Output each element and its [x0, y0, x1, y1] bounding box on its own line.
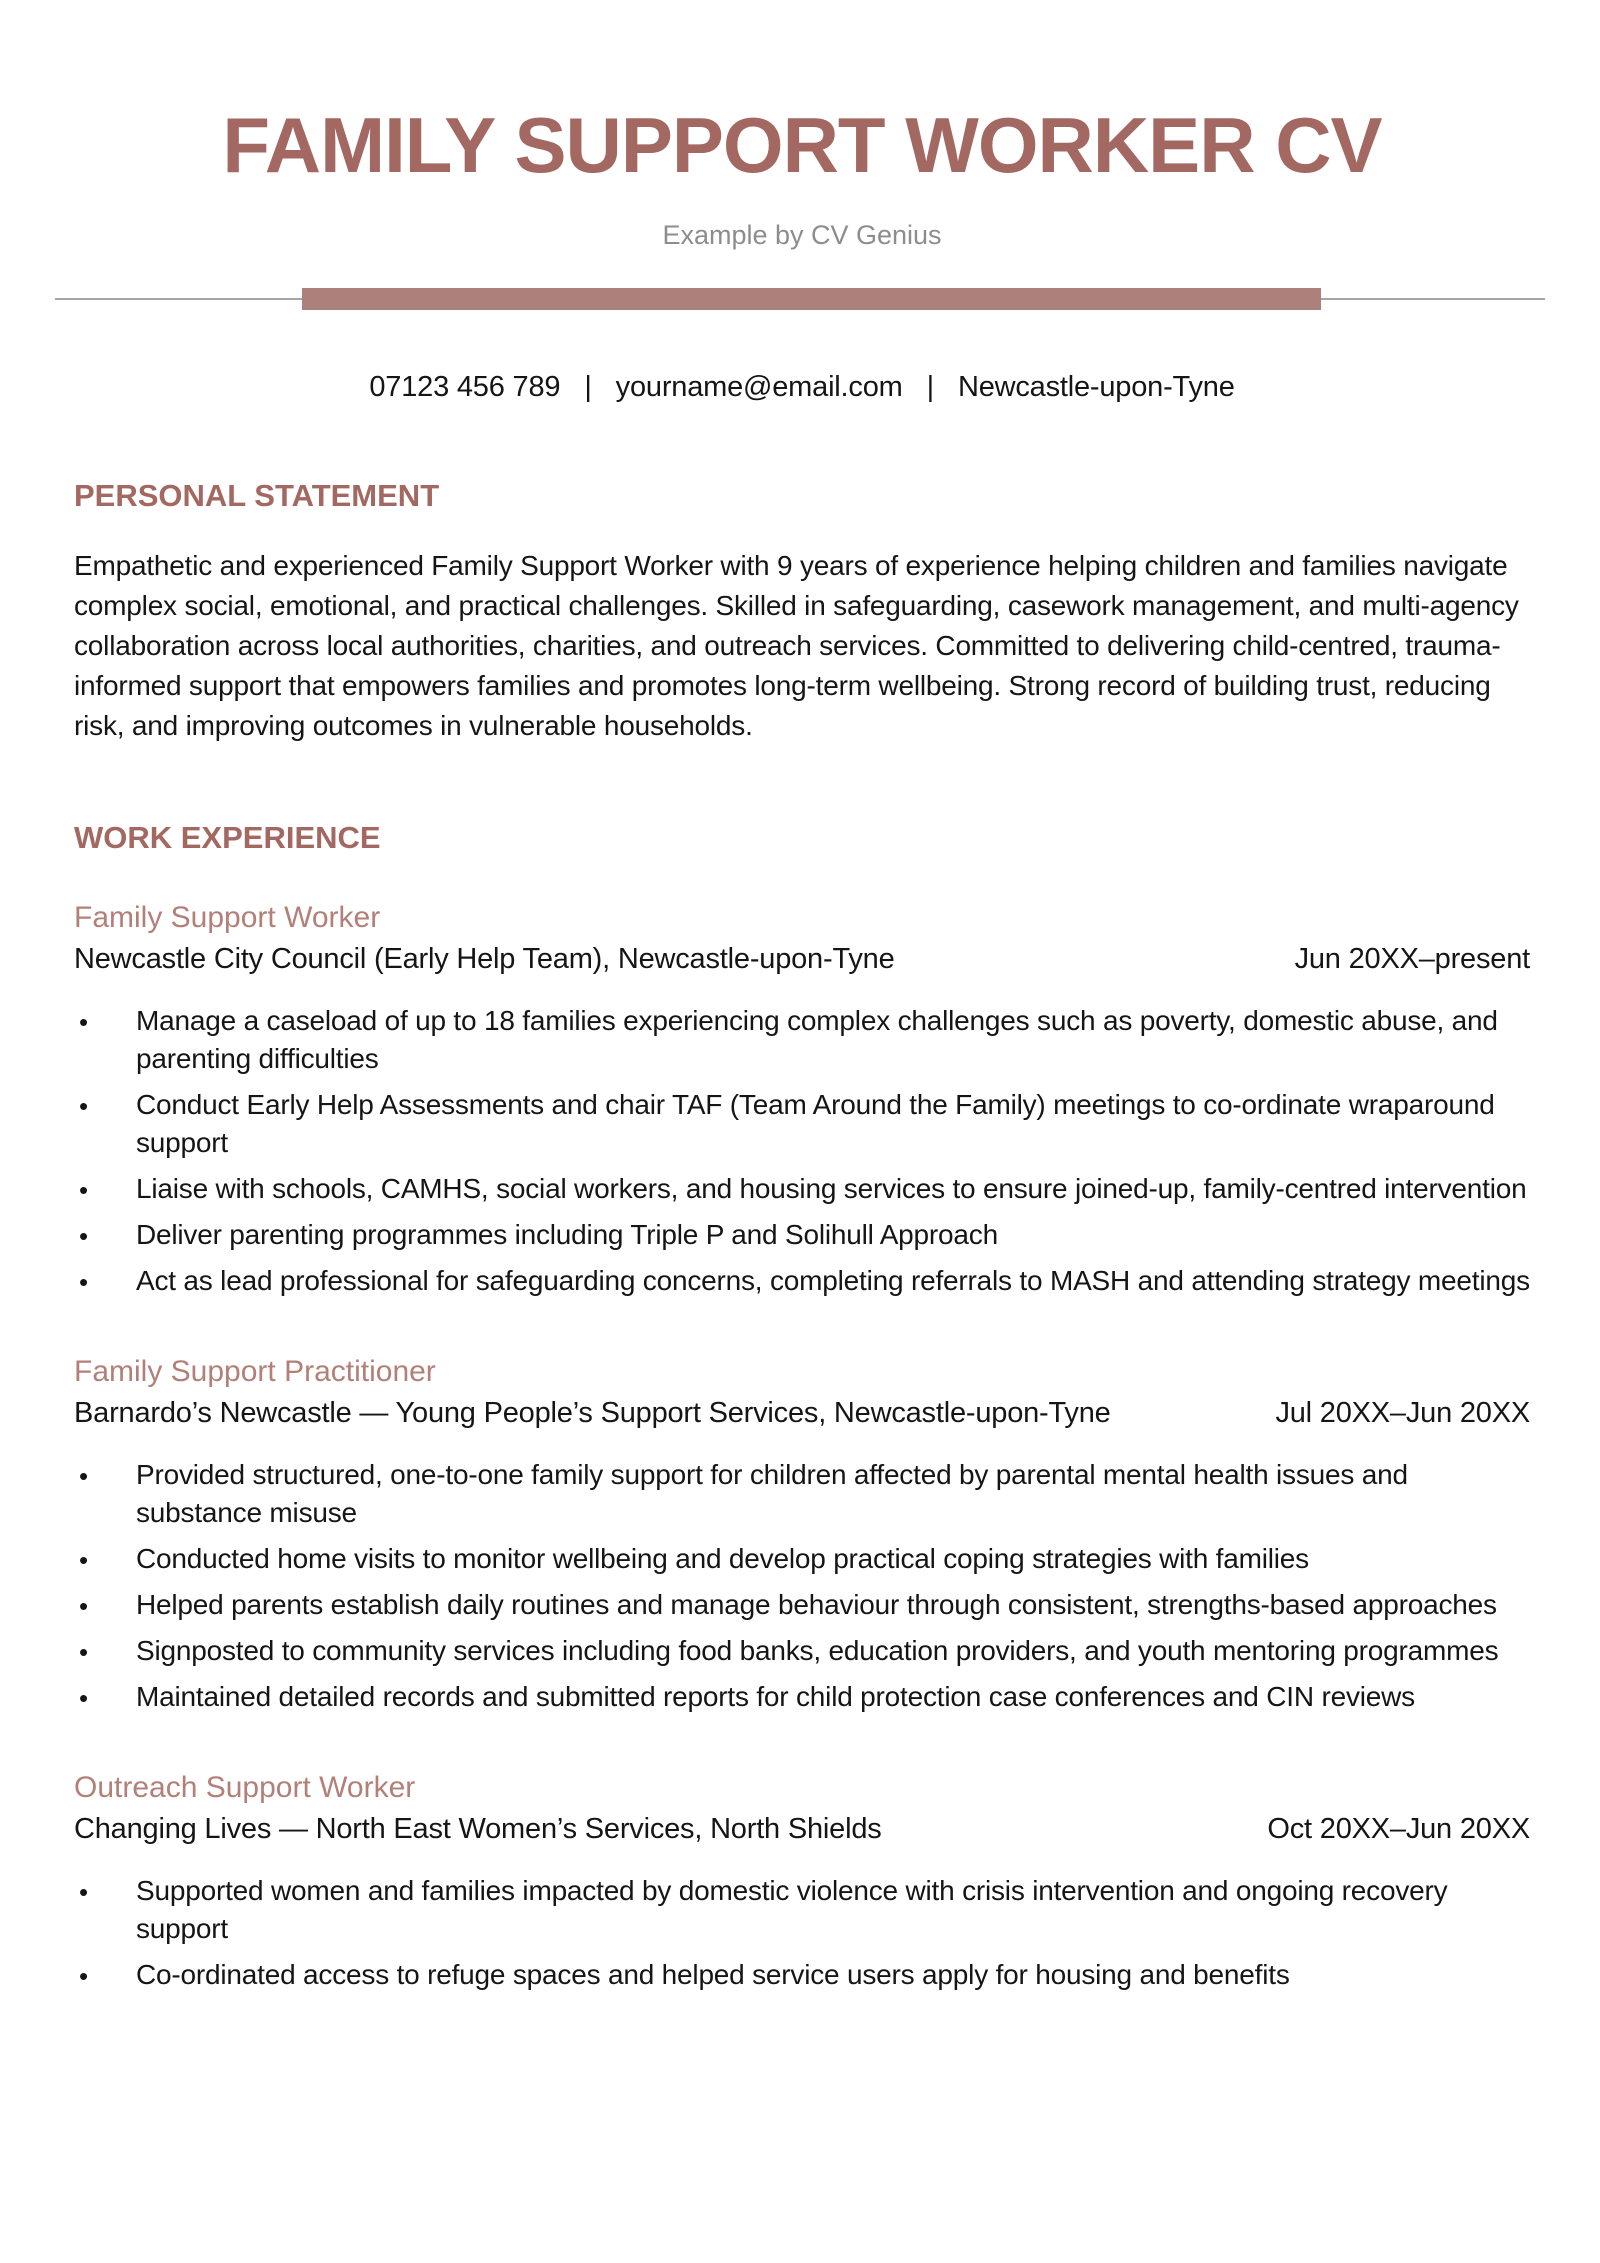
bullet-item: • Deliver parenting programmes including Triple P and Solihull Approach	[74, 1216, 1530, 1254]
section-heading-personal-statement: PERSONAL STATEMENT	[74, 478, 440, 513]
job-company: Newcastle City Council (Early Help Team), Newcastle-upon-Tyne	[74, 943, 895, 975]
section-heading-work-experience: WORK EXPERIENCE	[74, 820, 381, 855]
job-meta-row	[74, 1396, 1530, 1430]
resume-title: FAMILY SUPPORT WORKER CV	[222, 101, 1382, 189]
job-company: Barnardo’s Newcastle — Young People’s Support Services, Newcastle-upon-Tyne	[74, 1397, 1111, 1429]
bullet-item: • Maintained detailed records and submitted reports for child protection case conferences and CIN reviews	[74, 1678, 1530, 1716]
job-meta-row	[74, 1812, 1530, 1846]
personal-statement-text: Empathetic and experienced Family Support Worker with 9 years of experience helping children and families navigate complex social, emotional, and practical challenges. Skilled in safeguarding, casework management, and multi-agency collaboration across local authorities, charities, and outreach services. Committed to delivering child-centred, trauma-informed support that empowers families and promotes long-term wellbeing. Strong record of building trust, reducing risk, and improving outcomes in vulnerable households.	[74, 550, 1519, 741]
bullet-item: • Conduct Early Help Assessments and chair TAF (Team Around the Family) meetings to co-ordinate wraparound support	[74, 1086, 1530, 1162]
bullet-item: • Signposted to community services including food banks, education providers, and youth mentoring programmes	[74, 1632, 1530, 1670]
job-company: Changing Lives — North East Women’s Services, North Shields	[74, 1813, 882, 1845]
job-dates: Jul 20XX–Jun 20XX	[1275, 1397, 1530, 1429]
contact-separator: |	[584, 371, 592, 403]
job-entry-3	[74, 1772, 1530, 1994]
bullet-item: • Conducted home visits to monitor wellbeing and develop practical coping strategies with families	[74, 1540, 1530, 1578]
job-dates: Oct 20XX–Jun 20XX	[1267, 1813, 1530, 1845]
title-divider	[74, 288, 1530, 310]
bullet-item: • Co-ordinated access to refuge spaces and helped service users apply for housing and benefits	[74, 1956, 1530, 1994]
divider-bar	[302, 288, 1321, 310]
job-meta-row	[74, 942, 1530, 976]
contact-separator: |	[926, 371, 934, 403]
bullet-item: • Liaise with schools, CAMHS, social workers, and housing services to ensure joined-up, family-centred intervention	[74, 1170, 1530, 1208]
bullet-item: • Provided structured, one-to-one family support for children affected by parental mental health issues and substance misuse	[74, 1456, 1530, 1532]
bullet-item: • Act as lead professional for safeguarding concerns, completing referrals to MASH and attending strategy meetings	[74, 1262, 1530, 1300]
contact-email: yourname@email.com	[615, 371, 903, 403]
bullet-item: • Supported women and families impacted by domestic violence with crisis intervention and ongoing recovery support	[74, 1872, 1530, 1948]
job-bullets	[74, 1456, 1530, 1716]
bullet-item: • Manage a caseload of up to 18 families experiencing complex challenges such as poverty, domestic abuse, and parenting difficulties	[74, 1002, 1530, 1078]
job-dates: Jun 20XX–present	[1294, 943, 1530, 975]
job-bullets	[74, 1872, 1530, 1994]
job-title: Outreach Support Worker	[74, 1771, 416, 1804]
job-title: Family Support Practitioner	[74, 1355, 436, 1388]
job-title: Family Support Worker	[74, 901, 381, 934]
contact-phone: 07123 456 789	[369, 371, 561, 403]
contact-location: Newcastle-upon-Tyne	[957, 371, 1235, 403]
resume-subtitle: Example by CV Genius	[662, 220, 942, 250]
job-bullets	[74, 1002, 1530, 1300]
job-entry-1	[74, 902, 1530, 1300]
job-entry-2	[74, 1356, 1530, 1716]
contact-bar	[74, 371, 1530, 403]
bullet-item: • Helped parents establish daily routines and manage behaviour through consistent, strengths-based approaches	[74, 1586, 1530, 1624]
